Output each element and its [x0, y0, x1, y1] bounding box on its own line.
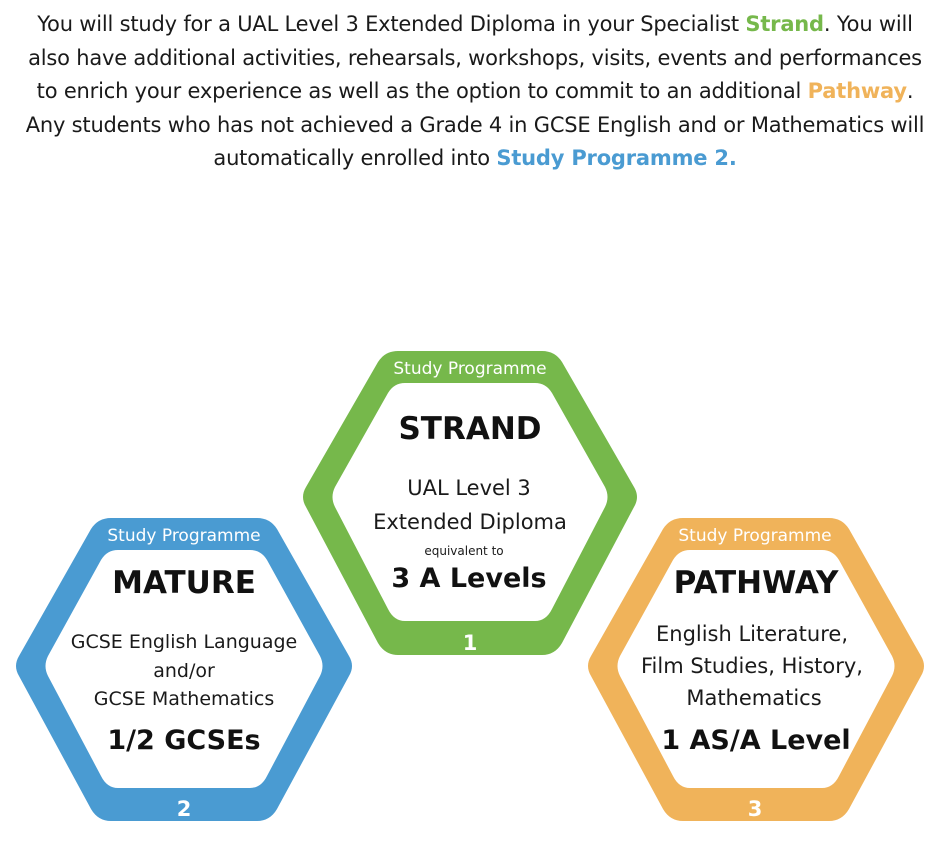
- hexagon-strand-qualification: 3 A Levels: [391, 563, 547, 594]
- hexagon-strand-line2: Extended Diploma: [373, 510, 567, 534]
- hexagon-strand-line1: UAL Level 3: [407, 476, 531, 500]
- hexagon-mature-line2: and/or: [153, 660, 215, 682]
- intro-strand-highlight: Strand: [745, 12, 824, 36]
- hexagon-pathway-line1: English Literature,: [655, 622, 849, 646]
- hexagon-mature: [16, 518, 352, 821]
- intro-text-3: . Any students who has not achieved a Grade 4 in GCSE English and or Mathematics will automatically enrolled into: [25, 79, 925, 170]
- intro-text-2: . You will also have additional activities, rehearsals, workshops, visits, events and performances to enrich your experience as well as the option to commit to an additional: [28, 12, 922, 103]
- hexagon-mature-line3: GCSE Mathematics: [93, 688, 275, 710]
- hexagon-mature-caption: Study Programme: [107, 526, 261, 546]
- hexagon-pathway-line3: Mathematics: [686, 686, 822, 710]
- intro-text-1: You will study for a UAL Level 3 Extended Diploma in your Specialist: [37, 12, 746, 36]
- hexagon-strand-small-note: equivalent to: [424, 544, 504, 558]
- intro-programme-highlight: Study Programme 2.: [496, 146, 737, 170]
- hexagon-strand-title: STRAND: [398, 411, 542, 447]
- hexagon-pathway-qualification: 1 AS/A Level: [661, 725, 851, 756]
- hexagon-strand: [303, 351, 637, 655]
- hexagon-mature-number: 2: [176, 797, 192, 821]
- hexagon-pathway-number: 3: [747, 797, 763, 821]
- hexagon-mature-title: MATURE: [112, 565, 256, 601]
- intro-pathway-highlight: Pathway: [807, 79, 907, 103]
- hexagon-pathway-title: PATHWAY: [673, 565, 839, 601]
- hexagon-pathway: [588, 518, 924, 821]
- hexagon-pathway-caption: Study Programme: [678, 526, 832, 546]
- hexagon-mature-line1: GCSE English Language: [70, 631, 298, 653]
- hexagon-pathway-line2: Film Studies, History,: [641, 654, 863, 678]
- hexagon-strand-number: 1: [462, 631, 478, 655]
- hexagon-strand-shape: [303, 351, 637, 655]
- hexagon-mature-qualification: 1/2 GCSEs: [107, 725, 261, 756]
- hexagon-strand-caption: Study Programme: [393, 359, 547, 379]
